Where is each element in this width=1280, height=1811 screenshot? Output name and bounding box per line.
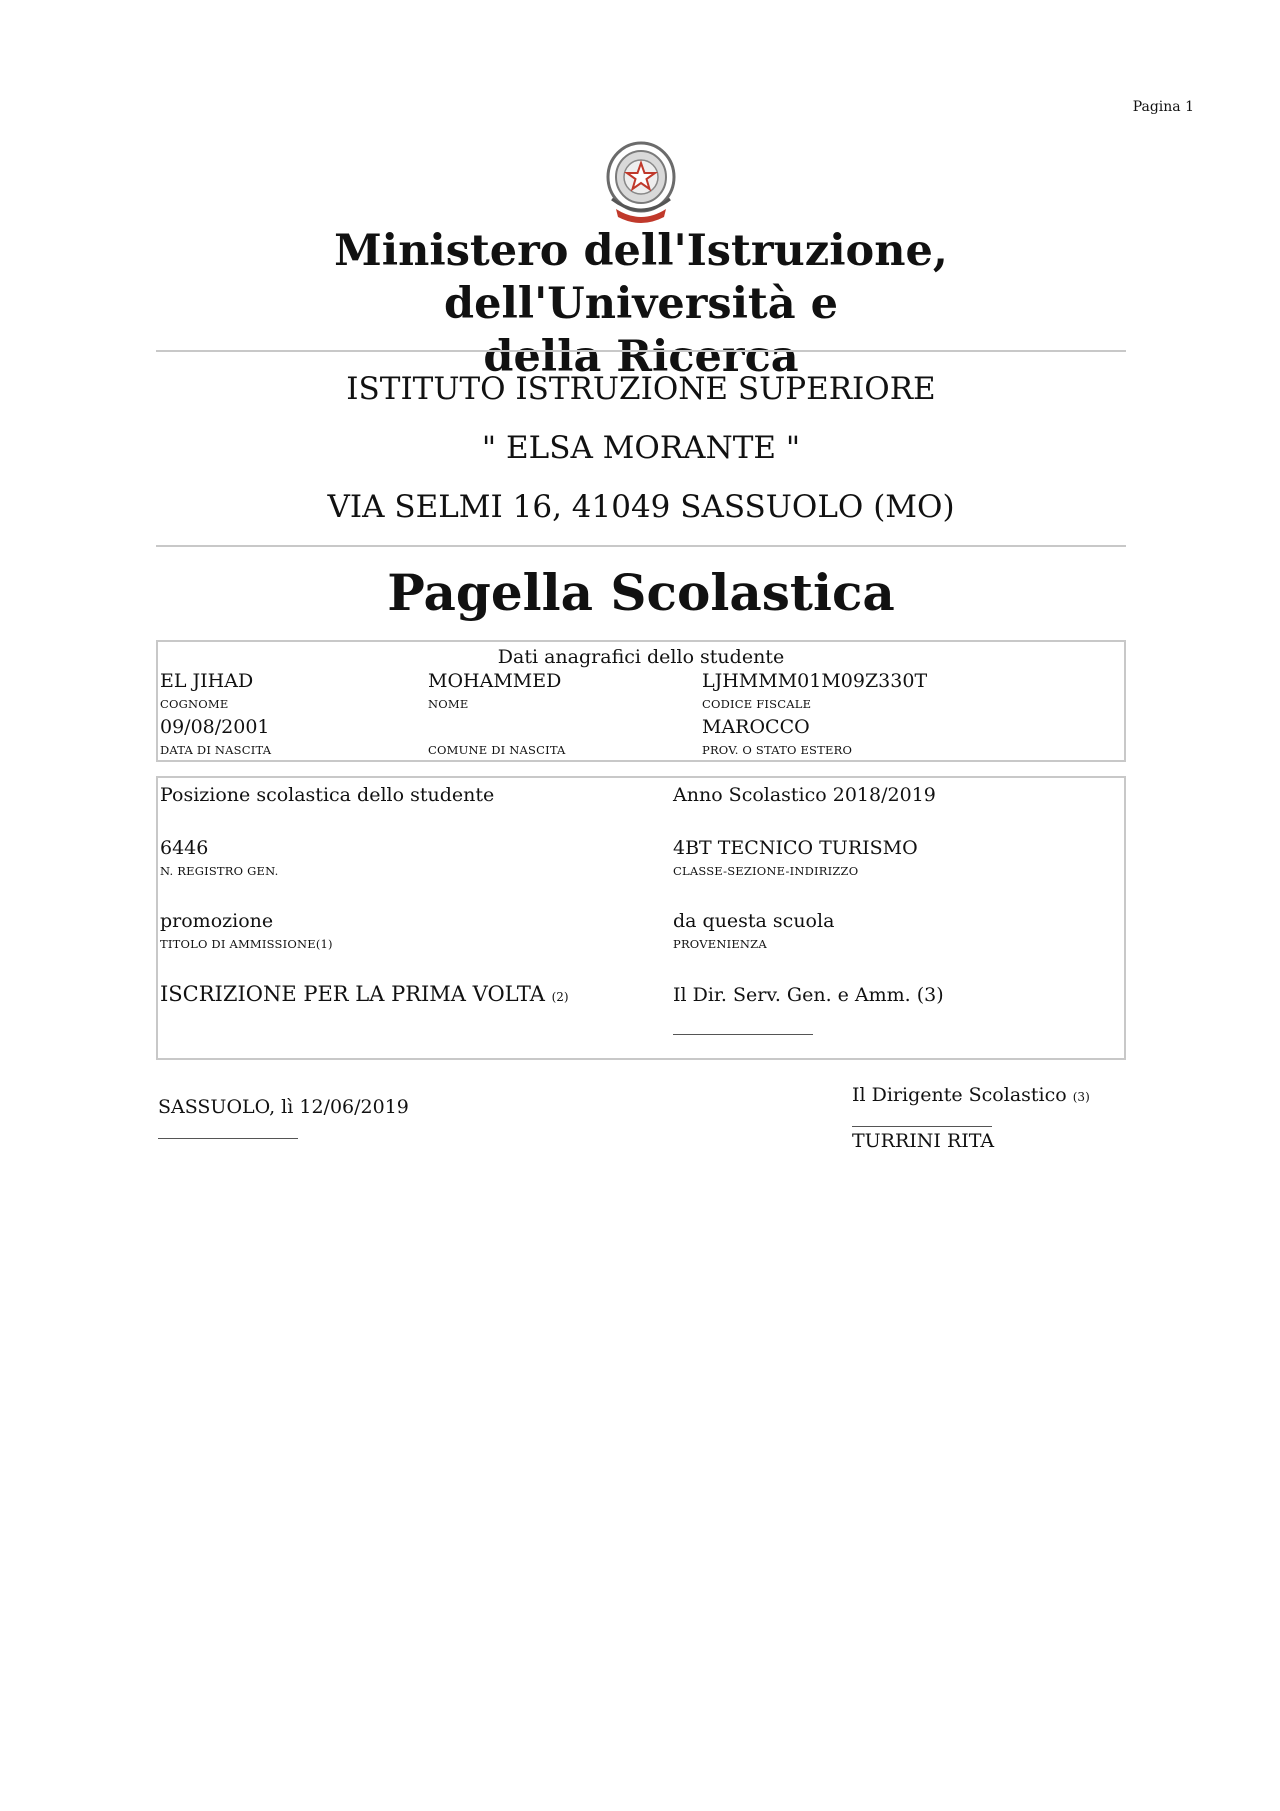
divider: [156, 350, 1126, 352]
register-number-value: 6446: [160, 837, 209, 859]
birth-province-value: MAROCCO: [702, 716, 810, 738]
tax-code-value: LJHMMM01M09Z330T: [702, 670, 928, 692]
page-number: Pagina 1: [1132, 99, 1194, 115]
institute-address: VIA SELMI 16, 41049 SASSUOLO (MO): [327, 489, 955, 525]
origin-value: da questa scuola: [673, 910, 835, 932]
school-position-box: [156, 776, 1126, 1060]
document-title: Pagella Scolastica: [387, 563, 895, 622]
ministry-heading: [156, 225, 1126, 384]
birth-date-value: 09/08/2001: [160, 716, 270, 738]
name-value: MOHAMMED: [428, 670, 562, 692]
enrollment-note: (2): [551, 990, 569, 1004]
institute-type: ISTITUTO ISTRUZIONE SUPERIORE: [346, 371, 936, 407]
divider: [156, 545, 1126, 547]
personal-data-title: Dati anagrafici dello studente: [497, 646, 785, 668]
enrollment-status: [160, 982, 569, 1009]
director-services-signature-line: [673, 1034, 813, 1035]
personal-data-box: [156, 640, 1126, 762]
place-date-signature-line: [158, 1138, 298, 1139]
school-year: Anno Scolastico 2018/2019: [673, 784, 936, 806]
principal-note: (3): [1072, 1090, 1090, 1104]
ministry-line-2: della Ricerca: [483, 332, 799, 382]
surname-label: COGNOME: [160, 697, 229, 711]
tax-code-label: CODICE FISCALE: [702, 697, 812, 711]
register-number-label: N. REGISTRO GEN.: [160, 864, 279, 878]
principal-title-block: [852, 1084, 1090, 1108]
principal-name: TURRINI RITA: [852, 1130, 995, 1152]
ministry-line-1: Ministero dell'Istruzione, dell'Università e: [334, 226, 948, 329]
place-date: SASSUOLO, lì 12/06/2019: [158, 1096, 409, 1118]
admission-value: promozione: [160, 910, 274, 932]
principal-signature-line: [852, 1126, 992, 1127]
institute-name: " ELSA MORANTE ": [481, 430, 801, 466]
principal-title: Il Dirigente Scolastico: [852, 1084, 1067, 1106]
name-label: NOME: [428, 697, 469, 711]
birth-city-label: COMUNE DI NASCITA: [428, 743, 566, 757]
origin-label: PROVENIENZA: [673, 937, 767, 951]
surname-value: EL JIHAD: [160, 670, 254, 692]
birth-date-label: DATA DI NASCITA: [160, 743, 272, 757]
admission-label: TITOLO DI AMMISSIONE(1): [160, 937, 333, 951]
birth-province-label: PROV. O STATO ESTERO: [702, 743, 853, 757]
emblem-of-italy-icon: [602, 139, 680, 225]
director-services-label: Il Dir. Serv. Gen. e Amm. (3): [673, 984, 944, 1006]
class-value: 4BT TECNICO TURISMO: [673, 837, 918, 859]
school-position-title: Posizione scolastica dello studente: [160, 784, 495, 806]
enrollment-value: ISCRIZIONE PER LA PRIMA VOLTA: [160, 982, 545, 1006]
class-label: CLASSE-SEZIONE-INDIRIZZO: [673, 864, 859, 878]
